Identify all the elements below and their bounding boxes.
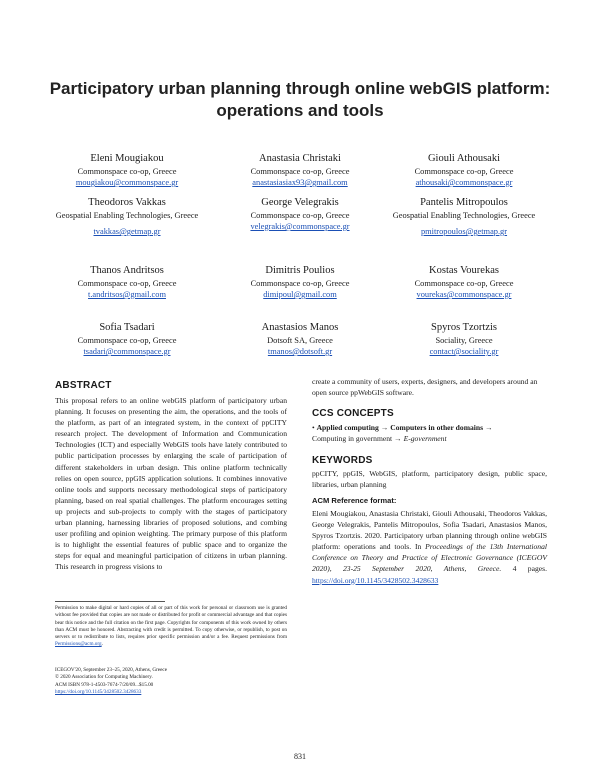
permission-text: Permission to make digital or hard copies of all or part of this work for personal or classroom use is granted without fee provided that copies are not made or distributed for profit or commercial advantage and that copies bear this notice and the full citation on the first page. Copyrights for components of this work owned by others than ACM must be honored. Abstracting with credit is permitted. To copy otherwise, or republish, to post on servers or to redistribute to lists, requires prior specific permission and/or a fee. Request permissions from xyxy=(55,605,287,641)
publication-info xyxy=(55,667,287,696)
author-email-link[interactable]: dimipoul@gmail.com xyxy=(263,290,337,299)
permissions-email-link[interactable]: Permissions@acm.org xyxy=(55,641,102,648)
author-block xyxy=(379,151,549,188)
reference-heading: ACM Reference format: xyxy=(312,496,397,505)
reference-doi-link[interactable]: https://doi.org/10.1145/3428502.3428633 xyxy=(312,575,439,585)
ccs-concept-egov: E-government xyxy=(403,434,447,444)
author-email-link[interactable]: athousaki@commonspace.gr xyxy=(415,178,513,187)
author-affiliation: Sociality, Greece xyxy=(435,336,493,345)
page-number: 831 xyxy=(294,752,306,761)
author-name: Anastasios Manos xyxy=(261,322,339,333)
footnote-divider xyxy=(55,601,165,602)
author-name: Kostas Vourekas xyxy=(429,265,499,276)
author-block xyxy=(215,151,385,188)
conference-line: ICEGOV'20, September 23–25, 2020, Athens, Greece xyxy=(55,667,168,673)
author-email-link[interactable]: vourekas@commonspace.gr xyxy=(416,290,512,299)
author-name: Thanos Andritsos xyxy=(90,265,164,276)
author-email-link[interactable]: contact@sociality.gr xyxy=(429,347,499,356)
ccs-heading: CCS CONCEPTS xyxy=(312,408,394,419)
ccs-concept-leaf: Computing in government → xyxy=(312,434,402,444)
abstract-continuation: create a community of users, experts, designers, and developers around an open source ppWebGIS software. xyxy=(312,377,538,398)
author-email-link[interactable]: tsadari@commonspace.gr xyxy=(83,347,171,356)
author-name: George Velegrakis xyxy=(261,197,339,208)
doi-link[interactable]: https://doi.org/10.1145/3428502.3428633 xyxy=(55,688,142,695)
author-name: Spyros Tzortzis xyxy=(430,322,497,333)
author-name: Pantelis Mitropoulos xyxy=(420,197,508,208)
reference-pages: 4 pages. xyxy=(512,564,547,574)
author-affiliation: Commonspace co-op, Greece xyxy=(77,336,177,345)
isbn-line: ACM ISBN 978-1-4503-7674-7/20/09...$15.00 xyxy=(55,681,154,688)
author-email-link[interactable]: pmitropoulos@getmap.gr xyxy=(420,227,508,236)
reference-plain: Eleni Mougiakou, Anastasia Christaki, Giouli Athousaki, Theodoros Vakkas, George Velegrakis, Pantelis Mitropoulos, Sofia Tsadari, Anastasios Manos, Spyros Tzortzis. 2020. Participatory urban planning through online webGIS platform: operations and tools. In xyxy=(312,509,547,552)
author-email-link[interactable]: tvakkas@getmap.gr xyxy=(93,227,161,236)
author-affiliation: Commonspace co-op, Greece xyxy=(250,279,350,288)
permission-notice: Permission to make digital or hard copies of all or part of this work for personal or classroom use is granted without fee provided that copies are not made or distributed for profit or commercial advantage and that copies bear this notice and the full citation on the first page. Copyrights for components of this work owned by others than ACM must be honored. Abstracting with credit is permitted. To copy otherwise, or republish, to post on servers or to redistribute to lists, requires prior specific permission and/or a fee. Request permissions from Permissions@acm.org. xyxy=(55,605,287,648)
keywords-heading: KEYWORDS xyxy=(312,455,373,466)
author-block xyxy=(215,263,385,300)
author-email-link[interactable]: anastasiasiax93@gmail.com xyxy=(252,178,348,187)
author-block xyxy=(215,195,385,232)
keywords-text: ppCITY, ppGIS, WebGIS, platform, participatory design, public space, libraries, urban planning xyxy=(312,469,547,490)
author-affiliation: Commonspace co-op, Greece xyxy=(414,167,514,176)
author-name: Eleni Mougiakou xyxy=(90,153,164,164)
author-block xyxy=(379,320,549,357)
author-email-link[interactable]: mougiakou@commonspace.gr xyxy=(75,178,179,187)
author-block xyxy=(379,263,549,300)
author-email-link[interactable]: tmanos@dotsoft.gr xyxy=(267,347,333,356)
author-name: Theodoros Vakkas xyxy=(88,197,166,208)
author-affiliation: Commonspace co-op, Greece xyxy=(77,167,177,176)
author-affiliation: Commonspace co-op, Greece xyxy=(414,279,514,288)
abstract-text: This proposal refers to an online webGIS platform of participatory urban planning. It focuses on presenting the aim, the operations, and the tools of the platform, as part of an integrated system, in the context of ppCITY research project. The development of Information and Communication Technologies (ICT) and especially WebGIS tools have lately contributed to public participation processes by enlarging the scale of participation of different stakeholders in urban design. This online platform technically relies on open source, ppGIS application solutions. It combines innovative online tools and supports necessary methodological steps of participatory planning, based on real spatial challenges. The platform encourages setting up projects and sub-projects to comply with the stages of participatory urban planning, harnessing libraries of proposed solutions, and combing user profiling and opinion weighting. The primary purpose of this platform is to highlight the essential features of public space and to organize the steps for equal and meaningful participation of citizens in urban planning. This research in progress visions to xyxy=(55,396,287,572)
author-email-link[interactable]: velegrakis@commonspace.gr xyxy=(250,222,350,231)
author-block xyxy=(215,320,385,357)
author-affiliation: Commonspace co-op, Greece xyxy=(77,279,177,288)
ccs-bullet: • xyxy=(312,423,315,432)
author-block xyxy=(42,320,212,357)
author-block xyxy=(42,263,212,300)
reference-text xyxy=(312,508,547,586)
author-affiliation: Geospatial Enabling Technologies, Greece xyxy=(55,211,199,220)
author-affiliation: Commonspace co-op, Greece xyxy=(250,167,350,176)
author-affiliation: Dotsoft SA, Greece xyxy=(267,336,333,345)
author-email-link[interactable]: t.andritsos@gmail.com xyxy=(88,290,166,299)
author-name: Dimitris Poulios xyxy=(265,265,335,276)
paper-title: Participatory urban planning through online webGIS platform: operations and tools xyxy=(49,79,551,120)
ccs-concepts xyxy=(312,422,547,444)
author-name: Giouli Athousaki xyxy=(427,153,501,164)
author-block xyxy=(379,195,549,237)
reference-proceedings: Proceedings of the 13th International Conference on Theory and Practice of Electronic Governance (ICEGOV 2020), 23-25 September 2020, Athens, Greece. xyxy=(312,542,547,574)
author-block xyxy=(42,151,212,188)
author-affiliation: Geospatial Enabling Technologies, Greece xyxy=(392,211,536,220)
abstract-heading: ABSTRACT xyxy=(55,380,112,391)
ccs-concept-path: Applied computing → Computers in other domains → xyxy=(316,423,493,432)
copyright-line: © 2020 Association for Computing Machinery. xyxy=(55,674,153,681)
author-name: Anastasia Christaki xyxy=(259,153,341,164)
author-affiliation: Commonspace co-op, Greece xyxy=(250,211,350,220)
author-block xyxy=(42,195,212,237)
author-name: Sofia Tsadari xyxy=(99,322,155,333)
